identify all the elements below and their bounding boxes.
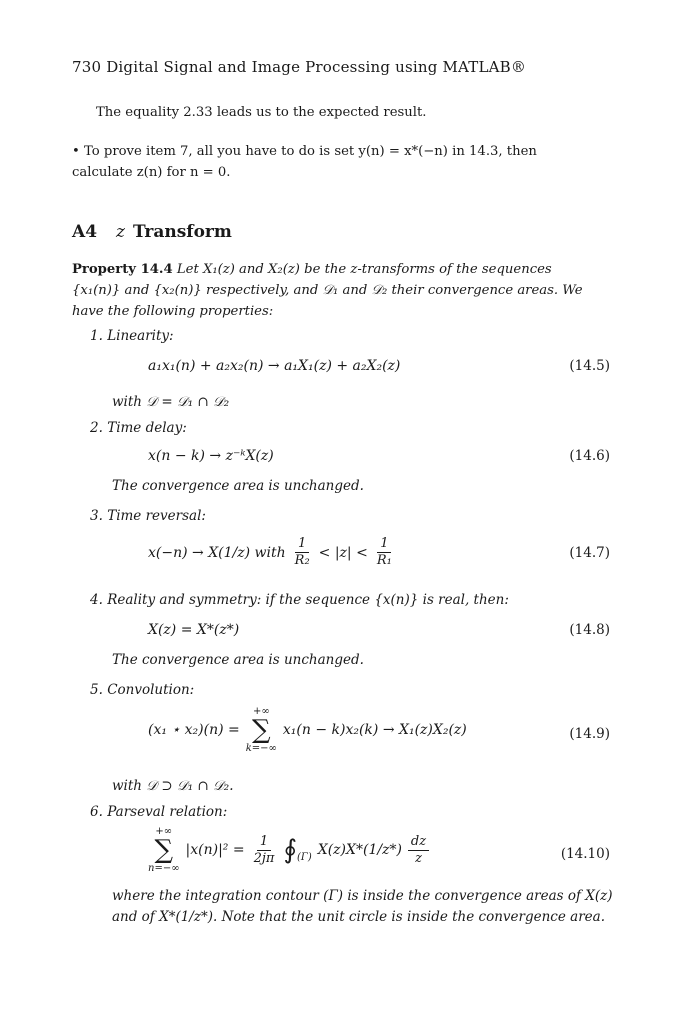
bullet-line-1: • To prove item 7, all you have to do is set y(n) = x*(−n) in 14.3, then bbox=[72, 144, 537, 159]
section-z: z bbox=[116, 222, 125, 242]
sum-symbol-n: +∞ ∑ n=−∞ bbox=[148, 826, 180, 874]
item-2-label: 2. Time delay: bbox=[90, 420, 187, 436]
contour-integral: ∮ (Γ) bbox=[283, 835, 312, 865]
running-header: 730 Digital Signal and Image Processing using MATLAB® bbox=[72, 58, 527, 76]
intro-line: The equality 2.33 leads us to the expected result. bbox=[96, 105, 427, 120]
eq-14-10: +∞ ∑ n=−∞ |x(n)|² = $\frac{1}{2j\pi}$ ∮ (Γ) X(z)X*(1/z*) $\frac{dz}{z}$ bbox=[148, 826, 429, 874]
property-text-1: Let X₁(z) and X₂(z) be the z-transforms of the sequences bbox=[176, 262, 552, 277]
eqnum-14-7: (14.7) bbox=[569, 545, 610, 561]
eq-14-5: a₁x₁(n) + a₂x₂(n) → a₁X₁(z) + a₂X₂(z) bbox=[148, 358, 401, 374]
bullet-line-2: calculate z(n) for n = 0. bbox=[72, 165, 231, 180]
eqnum-14-9: (14.9) bbox=[569, 726, 610, 742]
eqnum-14-5: (14.5) bbox=[569, 358, 610, 374]
eq-14-7: x(−n) → X(1/z) with $\frac{1}{\text{R₂}}$ < |z| < $\frac{1}{\text{R₁}}$ bbox=[148, 536, 392, 568]
item-3-label: 3. Time reversal: bbox=[90, 508, 206, 524]
eqnum-14-6: (14.6) bbox=[569, 448, 610, 464]
eqnum-14-8: (14.8) bbox=[569, 622, 610, 638]
property-line-2: {x₁(n)} and {x₂(n)} respectively, and 𝒟₁ and 𝒟₂ their convergence areas. We bbox=[72, 283, 583, 298]
property-line-3: have the following properties: bbox=[72, 304, 274, 319]
sum-symbol-k: +∞ ∑ k=−∞ bbox=[245, 706, 277, 754]
property-label: Property 14.4 bbox=[72, 262, 173, 277]
property-line-1 bbox=[72, 259, 552, 281]
eq-14-9: (x₁ ⋆ x₂)(n) = +∞ ∑ k=−∞ x₁(n − k)x₂(k) → X₁(z)X₂(z) bbox=[148, 706, 467, 754]
item-4-after: The convergence area is unchanged. bbox=[112, 652, 364, 668]
item-6-label: 6. Parseval relation: bbox=[90, 804, 228, 820]
item-1-label: 1. Linearity: bbox=[90, 328, 174, 344]
item-6-after-2: and of X*(1/z*). Note that the unit circle is inside the convergence area. bbox=[112, 909, 605, 925]
item-6-after-1: where the integration contour (Γ) is inside the convergence areas of X(z) bbox=[112, 888, 613, 904]
eq-14-6: x(n − k) → z⁻ᵏX(z) bbox=[148, 448, 274, 464]
section-title: Transform bbox=[132, 222, 232, 242]
section-number: A4 bbox=[72, 222, 98, 242]
item-4-label: 4. Reality and symmetry: if the sequence {x(n)} is real, then: bbox=[90, 592, 509, 608]
eqnum-14-10: (14.10) bbox=[560, 846, 610, 862]
item-1-after: with 𝒟 = 𝒟₁ ∩ 𝒟₂ bbox=[112, 394, 230, 410]
item-5-label: 5. Convolution: bbox=[90, 682, 195, 698]
section-heading bbox=[72, 222, 232, 242]
item-5-after: with 𝒟 ⊃ 𝒟₁ ∩ 𝒟₂. bbox=[112, 778, 234, 794]
eq-14-8: X(z) = X*(z*) bbox=[148, 622, 240, 638]
item-2-after: The convergence area is unchanged. bbox=[112, 478, 364, 494]
